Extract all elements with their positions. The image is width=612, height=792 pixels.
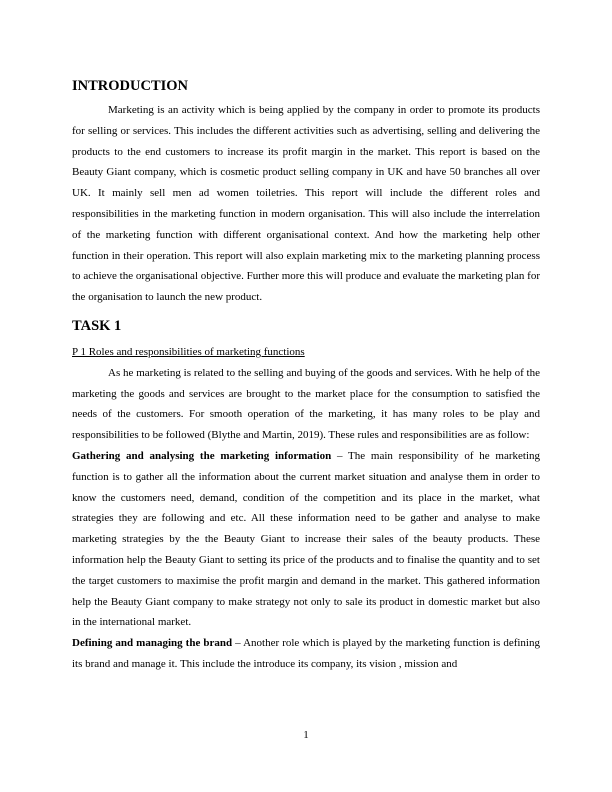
gathering-text: – The main responsibility of he marketing function is to gather all the information about the current market situation and analyse them in order to know the customers need, demand, condition of the competition and its place in the market, what strategies they are following and etc. All these information need to be gather and analyse to make marketing strategies by the the Beauty Giant to increase their sales of the beauty products. These information help the Beauty Giant to setting its price of the products and to finalise the quantity and to set the target customers to maximise the profit margin and demand in the market. This gathered information help the Beauty Giant company to make strategy not only to sale its product in domestic market but also in the international market.	[72, 449, 541, 629]
task-heading: TASK 1	[72, 317, 122, 334]
page-content	[72, 76, 540, 675]
brand-title: Defining and managing the brand	[72, 637, 233, 650]
task-paragraph: As he marketing is related to the selling and buying of the goods and services. With he help of the marketing the goods and services are brought to the market place for the consumption to satisfied the needs of the customers. For smooth operation of the marketing, it has many roles to be play and responsibilities to be followed (Blythe and Martin, 2019). These rules and responsibilities are as follow:	[72, 366, 540, 442]
introduction-paragraph: Marketing is an activity which is being applied by the company in order to promote its products for selling or services. This includes the different activities such as advertising, selling and delivering the products to the end customers to increase its profit margin in the market. This report is based on the Beauty Giant company, which is cosmetic product selling company in UK and have 50 branches all over UK. It mainly sell men ad women toiletries. This report will include the different roles and responsibilities in the marketing function in modern organisation. This will also include the interrelation of the marketing function with different organisational context. And how the marketing help other function in their operation. This report will also explain marketing mix to the marketing planning process to achieve the organisational objective. Further more this will produce and evaluate the marketing plan for the organisation to launch the new product.	[72, 104, 540, 304]
brand-paragraph	[72, 633, 540, 675]
introduction-heading: INTRODUCTION	[72, 78, 189, 94]
brand-text: – Another role which is played by the marketing function is defining its brand and manage it. This include the introduce its company, its vision , mission and	[72, 637, 540, 670]
subheading: P 1 Roles and responsibilities of marketing functions	[72, 345, 305, 358]
page-number: 1	[303, 729, 309, 741]
gathering-title: Gathering and analysing the marketing information	[72, 449, 332, 462]
gathering-paragraph	[72, 446, 540, 633]
